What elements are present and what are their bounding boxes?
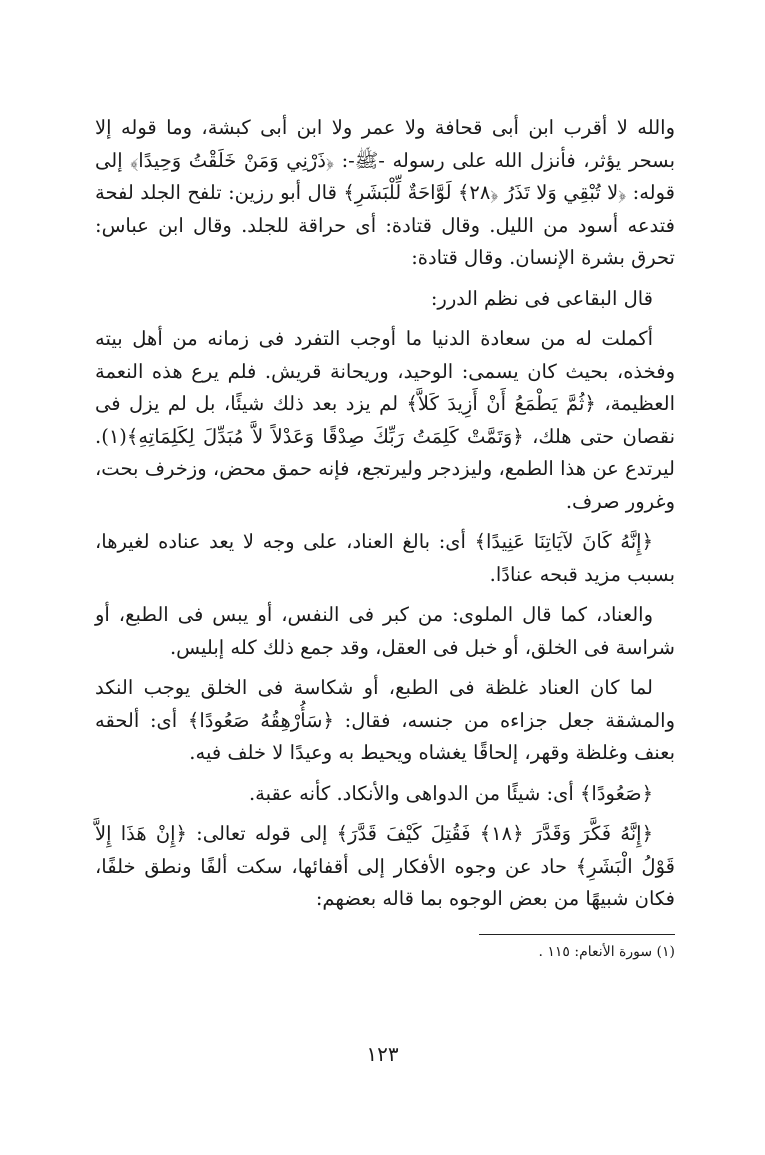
paragraph-3: أكملت له من سعادة الدنيا ما أوجب التفرد فى زمانه من أهل بيته وفخذه، بحيث كان يسمى: الوحيد، وريحانة قريش. فلم يرع هذه النعمة العظيمة، ﴿ثُمَّ يَطْمَعُ أَنْ أَزِيدَ كَلاَّ﴾ لم يزد بعد ذلك شيئًا، بل لم يزل فى نقصان حتى هلك، ﴿وَتَمَّتْ كَلِمَتُ رَبِّكَ صِدْقًا وَعَدْلاً لاَّ مُبَدِّلَ لِكَلِمَاتِهِ﴾(١). ليرتدع عن هذا الطمع، وليزدجر وليرتجع، فإنه حمق محض، وزخرف بحت، وغرور صرف. xyxy=(95,327,675,513)
paragraph-8: ﴿إِنَّهُ فَكَّرَ وَقَدَّرَ ﴿١٨﴾ فَقُتِلَ كَيْفَ قَدَّرَ﴾ إلى قوله تعالى: ﴿إِنْ هَذَا إِلاَّ قَوْلُ الْبَشَرِ﴾ حاد عن وجوه الأفكار إلى أقفائها، سكت ألفًا ونطق خلفًا، فكان شبيهًا من بعض الوجوه بما قاله بعضهم: xyxy=(95,822,675,910)
page-body xyxy=(95,112,675,963)
paragraph-4: ﴿إِنَّهُ كَانَ لآيَاتِنَا عَنِيدًا﴾ أى: بالغ العناد، على وجه لا يعد عناده لغيرها، بسبب مزيد قبحه عنادًا. xyxy=(95,530,675,586)
footnote-separator xyxy=(479,934,675,935)
paragraph-2: قال البقاعى فى نظم الدرر: xyxy=(430,286,653,310)
footnote: (١) سورة الأنعام: ١١٥ . xyxy=(538,943,675,960)
paragraph-6: لما كان العناد غلظة فى الطبع، أو شكاسة فى الخلق يوجب النكد والمشقة جعل جزاءه من جنسه، فقال: ﴿سَأُرْهِقُهُ صَعُودًا﴾ أى: ألحقه بعنف وغلظة وقهر، إلحاقًا يغشاه ويحيط به وعيدًا لا خلف فيه. xyxy=(95,676,675,764)
paragraph-7: ﴿صَعُودًا﴾ أى: شيئًا من الدواهى والأنكاد. كأنه عقبة. xyxy=(248,781,653,805)
paragraph-5: والعناد، كما قال الملوى: من كبر فى النفس، أو يبس فى الطبع، أو شراسة فى الخلق، أو خبل فى العقل، وقد جمع ذلك كله إبليس. xyxy=(95,603,675,659)
paragraph-1: والله لا أقرب ابن أبى قحافة ولا عمر ولا ابن أبى كبشة، وما قوله إلا بسحر يؤثر، فأنزل الله على رسوله -ﷺ-: ﴿ذَرْنِي وَمَنْ خَلَقْتُ وَحِيدًا﴾ إلى قوله: ﴿لا تُبْقِي وَلا تَذَرُ ﴿٢٨﴾ لَوَّاحَةٌ لِّلْبَشَرِ﴾ قال أبو رزين: تلفح الجلد لفحة فتدعه أسود من الليل. وقال قتادة: أى حراقة للجلد. وقال ابن عباس: تحرق بشرة الإنسان. وقال قتادة: xyxy=(95,116,675,269)
page-number: ١٢٣ xyxy=(366,1042,399,1066)
